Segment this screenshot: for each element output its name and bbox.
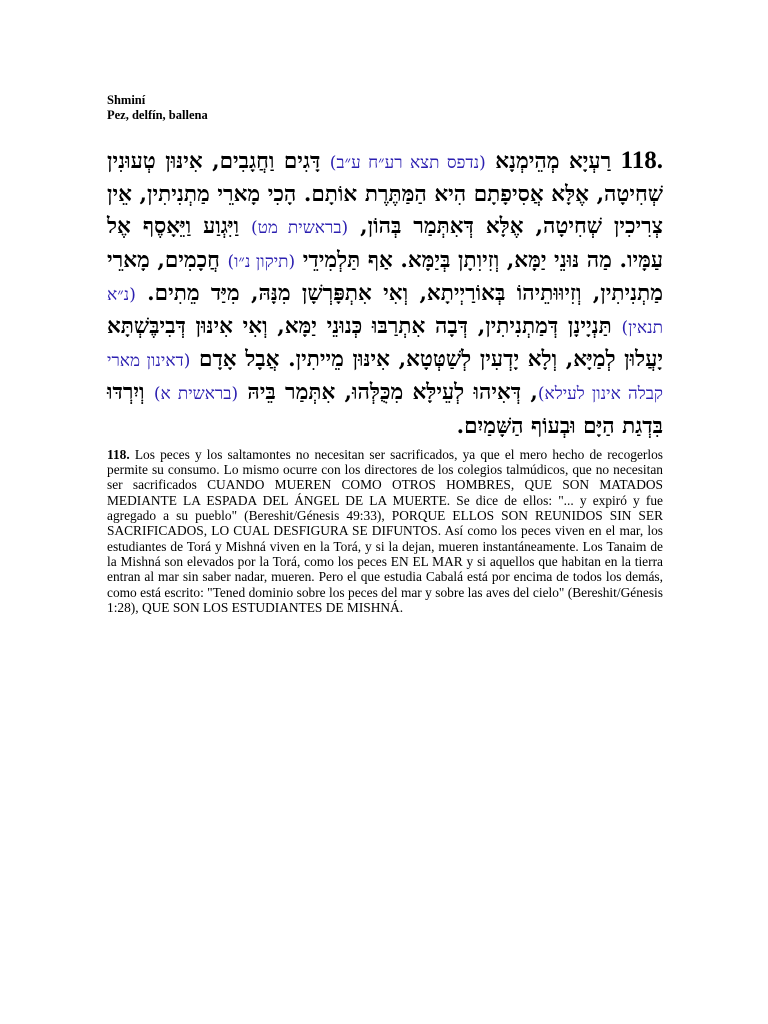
hebrew-paragraph bbox=[107, 145, 663, 443]
hebrew-reference: (בראשית מט) bbox=[251, 218, 349, 239]
hebrew-reference: (דאינון מארי קבלה אינון לעילא) bbox=[107, 351, 664, 405]
hebrew-p2: דָּגִים וַחֲגָבִים, אִינּוּן טְעוּנִין שְׁחִיטָה, אֶלָּא אֲסִיפָתָם הִיא הַמַּתֶּרֶת אוֹתָם. הָכִי מָארֵי מַתְנִיתִין, אֵין צְרִיכִין שְׁחִיטָה, אֶלָּא דְּאִתְּמַר בְּהוֹן, bbox=[107, 149, 663, 240]
spanish-paragraph-number: 118. bbox=[107, 446, 130, 462]
document-page bbox=[107, 93, 663, 615]
hebrew-paragraph-number: 118. bbox=[620, 147, 663, 174]
hebrew-reference: (נ״א תנאין) bbox=[107, 284, 663, 339]
spanish-paragraph bbox=[107, 447, 663, 615]
section-title: Shminí bbox=[107, 93, 146, 107]
hebrew-p4: חֲכָמִים, מָארֵי מַתְנִיתִין, וְזִיוּוּתֵיהוֹ בְּאוֹרַיְיתָא, וְאִי אִתְפָּרְשָׁן מִנָּהּ, מִיַּד מֵתִים. bbox=[107, 247, 663, 306]
hebrew-p5: תַּנְיָינָן דְּמַתְנִיתִין, דְּבָה אִתְרַבּוּ כְּנוּנֵי יַמָּא, וְאִי אִינּוּן דְּבִיבֶּשְׁתָּא יָעֲלוּן לְמַיָּא, וְלָא יָדְעִין לְשַׁטְּטָא, אִינּוּן מֵייתִין. אֲבָל אָדָם bbox=[107, 314, 664, 373]
hebrew-p7: וְיִרְדּוּ בִּדְגַת הַיָּם וּבְעוֹף הַשָּׁמַיִם. bbox=[107, 380, 663, 439]
spanish-paragraph-text: Los peces y los saltamontes no necesitan ser sacrificados, ya que el mero hecho de recogerlos permite su consumo. Lo mismo ocurre con los directores de los colegios talmúdicos, que no necesitan ser sacrificados CUANDO MUEREN COMO OTROS HOMBRES, QUE SON MATADOS MEDIANTE LA ESPADA DEL ÁNGEL DE LA MUERTE. Se dice de ellos: "... y expiró y fue agregado a su pueblo" (Bereshit/Génesis 49:33), PORQUE ELLOS SON REUNIDOS SIN SER SACRIFICADOS, LO CUAL DESFIGURA SE DIFUNTOS. Así como los peces viven en el mar, los estudiantes de Torá y Mishná viven en la Torá, y si la dejan, mueren instantáneamente. Los Tanaim de la Mishná son elevados por la Torá, como los peces EN EL MAR y si aquellos que habitan en la tierra entran al mar sin saber nadar, mueren. Pero el que estudia Cabalá está por encima de todos los demás, como está escrito: "Tened dominio sobre los peces del mar y sobre las aves del cielo" (Bereshit/Génesis 1:28), QUE SON LOS ESTUDIANTES DE MISHNÁ. bbox=[107, 446, 663, 615]
hebrew-reference: (תיקון נ״ו) bbox=[227, 251, 296, 272]
hebrew-reference: (נדפס תצא רע״ח ע״ב) bbox=[329, 153, 486, 173]
hebrew-p3: וַיִּגְוַע וַיֵּאָסֶף אֶל עַמָּיו. מַה נּוּנֵי יַמָּא, וְזִיוִתָן בְּיַמָּא. אַף תַּלְמִידֵי bbox=[107, 214, 663, 273]
hebrew-p1: רַעְיָא מְהֵימְנָא bbox=[485, 149, 621, 174]
section-subtitle: Pez, delfín, ballena bbox=[107, 108, 208, 122]
hebrew-reference: (בראשית א) bbox=[153, 384, 239, 405]
hebrew-p6: , דְּאִיהוּ לְעֵילָּא מִכֻּלְּהוּ, אִתְּמַר בֵּיהּ bbox=[238, 380, 538, 406]
